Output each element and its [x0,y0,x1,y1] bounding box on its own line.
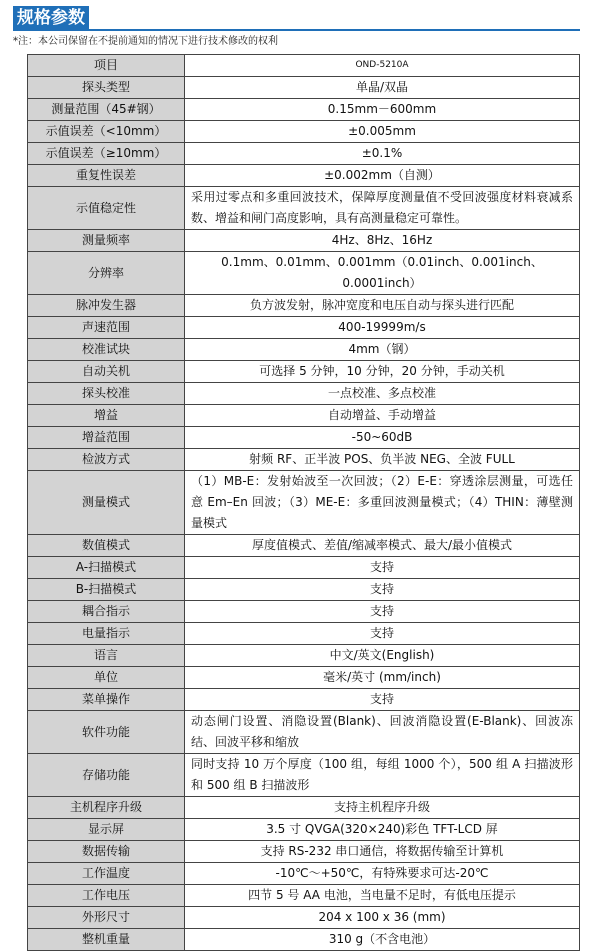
spec-value: OND-5210A [185,55,580,77]
table-row [28,754,580,797]
spec-value: 同时支持 10 万个厚度（100 组，每组 1000 个），500 组 A 扫描波形和 500 组 B 扫描波形 [185,754,580,797]
spec-value: 一点校准、多点校准 [185,383,580,405]
table-row [28,797,580,819]
spec-value: 支持 [185,601,580,623]
spec-key: 数值模式 [28,535,185,557]
table-row [28,667,580,689]
spec-value: 支持 [185,689,580,711]
spec-key: 工作电压 [28,885,185,907]
table-row [28,711,580,754]
table-row [28,383,580,405]
table-row [28,885,580,907]
spec-key: 语言 [28,645,185,667]
spec-key: 示值误差（≥10mm） [28,143,185,165]
spec-value: 负方波发射，脉冲宽度和电压自动与探头进行匹配 [185,295,580,317]
spec-value: 采用过零点和多重回波技术，保障厚度测量值不受回波强度材料衰减系数、增益和闸门高度影响，具有高测量稳定可靠性。 [185,187,580,230]
spec-value: 自动增益、手动增益 [185,405,580,427]
spec-value: ±0.002mm（自测） [185,165,580,187]
spec-value: 毫米/英寸 (mm/inch) [185,667,580,689]
spec-key: 探头类型 [28,77,185,99]
spec-value: 支持 [185,579,580,601]
title-underline [13,29,580,31]
spec-table [27,54,580,951]
spec-key: 示值稳定性 [28,187,185,230]
spec-key: 测量模式 [28,471,185,535]
spec-key: 检波方式 [28,449,185,471]
table-row [28,471,580,535]
table-row [28,339,580,361]
spec-key: 测量频率 [28,230,185,252]
spec-key: 单位 [28,667,185,689]
spec-key: 分辨率 [28,252,185,295]
table-row [28,841,580,863]
spec-key: 主机程序升级 [28,797,185,819]
table-row [28,645,580,667]
spec-value: 4Hz、8Hz、16Hz [185,230,580,252]
spec-key: 测量范围（45#钢） [28,99,185,121]
table-row [28,99,580,121]
spec-key: 探头校准 [28,383,185,405]
table-row [28,689,580,711]
table-row [28,143,580,165]
spec-key: 自动关机 [28,361,185,383]
spec-value: 204 x 100 x 36 (mm) [185,907,580,929]
spec-value: 3.5 寸 QVGA(320×240)彩色 TFT-LCD 屏 [185,819,580,841]
spec-value: 0.1mm、0.01mm、0.001mm（0.01inch、0.001inch、0.0001inch） [185,252,580,295]
spec-value: 单晶/双晶 [185,77,580,99]
spec-key: 软件功能 [28,711,185,754]
table-row [28,427,580,449]
spec-value: 310 g（不含电池） [185,929,580,951]
spec-key: 数据传输 [28,841,185,863]
disclaimer-note: *注：本公司保留在不提前通知的情况下进行技术修改的权利 [13,36,278,47]
table-header-row [28,55,580,77]
table-row [28,601,580,623]
spec-key: A-扫描模式 [28,557,185,579]
section-title: 规格参数 [13,6,89,30]
table-row [28,295,580,317]
spec-value: 动态闸门设置、消隐设置(Blank)、回波消隐设置(E-Blank)、回波冻结、回波平移和缩放 [185,711,580,754]
table-row [28,361,580,383]
table-row [28,77,580,99]
spec-value: 支持主机程序升级 [185,797,580,819]
table-row [28,863,580,885]
spec-key: B-扫描模式 [28,579,185,601]
table-row [28,317,580,339]
spec-value: 射频 RF、正半波 POS、负半波 NEG、全波 FULL [185,449,580,471]
spec-value: 可选择 5 分钟，10 分钟，20 分钟，手动关机 [185,361,580,383]
table-row [28,252,580,295]
spec-value: ±0.005mm [185,121,580,143]
table-row [28,230,580,252]
spec-value: 400-19999m/s [185,317,580,339]
table-row [28,187,580,230]
spec-key: 增益范围 [28,427,185,449]
spec-value: -50~60dB [185,427,580,449]
spec-key: 校准试块 [28,339,185,361]
table-row [28,819,580,841]
spec-key: 电量指示 [28,623,185,645]
table-row [28,405,580,427]
spec-key: 项目 [28,55,185,77]
spec-key: 存储功能 [28,754,185,797]
spec-key: 整机重量 [28,929,185,951]
spec-key: 声速范围 [28,317,185,339]
spec-key: 菜单操作 [28,689,185,711]
table-row [28,449,580,471]
spec-key: 示值误差（<10mm） [28,121,185,143]
spec-value: ±0.1% [185,143,580,165]
spec-value: 厚度值模式、差值/缩减率模式、最大/最小值模式 [185,535,580,557]
spec-value: 0.15mm－600mm [185,99,580,121]
spec-value: 4mm（钢） [185,339,580,361]
table-row [28,557,580,579]
spec-key: 脉冲发生器 [28,295,185,317]
table-row [28,623,580,645]
spec-key: 重复性误差 [28,165,185,187]
spec-key: 工作温度 [28,863,185,885]
spec-value: 支持 RS-232 串口通信，将数据传输至计算机 [185,841,580,863]
spec-key: 外形尺寸 [28,907,185,929]
table-row [28,535,580,557]
table-row [28,121,580,143]
spec-key: 增益 [28,405,185,427]
spec-key: 耦合指示 [28,601,185,623]
table-row [28,165,580,187]
section-header [0,0,595,34]
spec-key: 显示屏 [28,819,185,841]
spec-value: 四节 5 号 AA 电池，当电量不足时，有低电压提示 [185,885,580,907]
spec-value: 支持 [185,623,580,645]
table-row [28,907,580,929]
spec-value: -10℃～+50℃，有特殊要求可达-20℃ [185,863,580,885]
spec-value: （1）MB-E：发射始波至一次回波；（2）E-E：穿透涂层测量，可选任意 Em–En 回波；（3）ME-E：多重回波测量模式；（4）THIN：薄壁测量模式 [185,471,580,535]
table-row [28,579,580,601]
table-row [28,929,580,951]
spec-value: 中文/英文(English) [185,645,580,667]
spec-value: 支持 [185,557,580,579]
